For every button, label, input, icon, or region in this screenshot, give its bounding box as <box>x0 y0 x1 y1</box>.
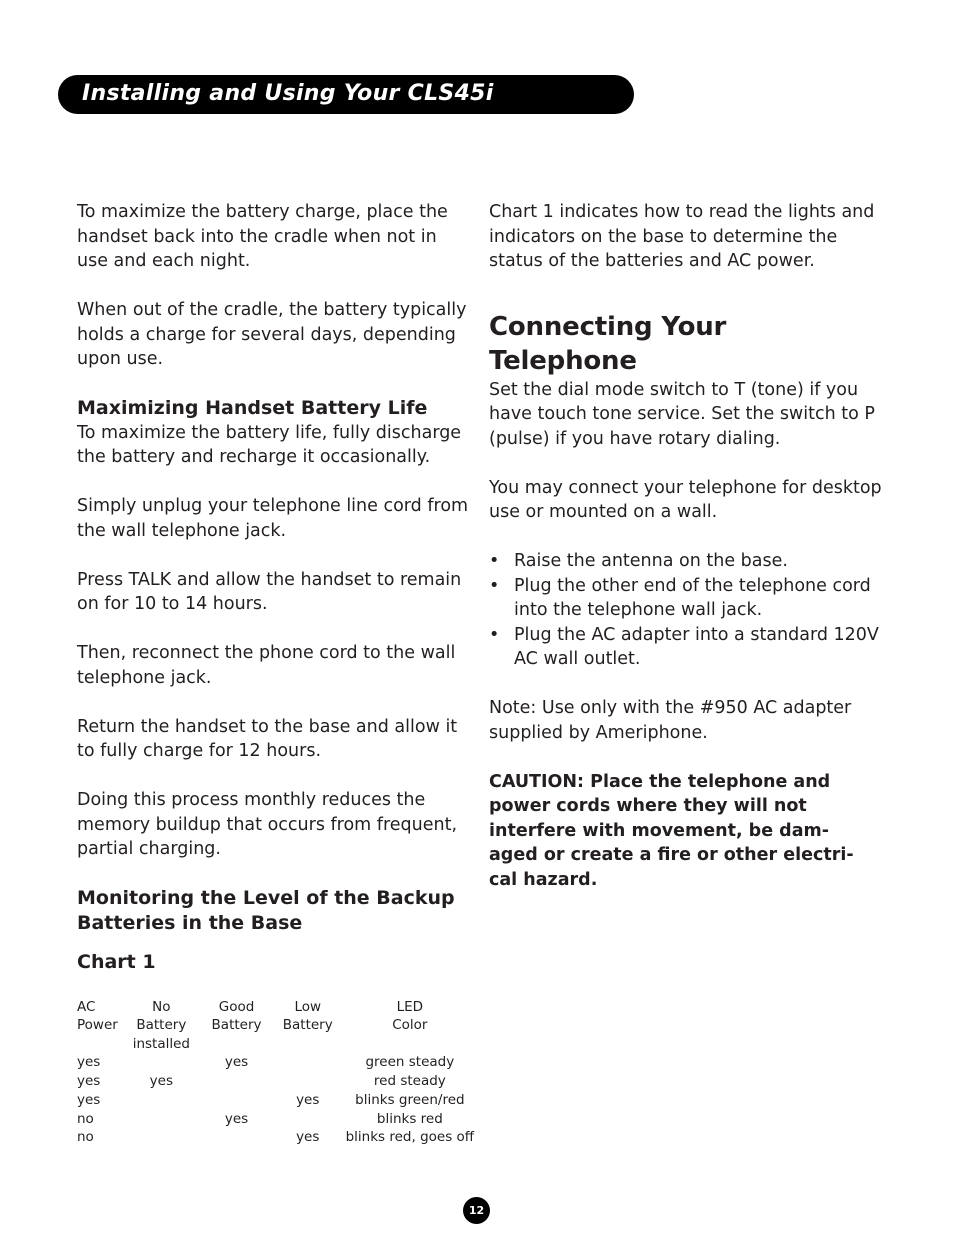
chart-header-no-battery: No Battery installed <box>132 999 190 1052</box>
cell <box>283 1110 333 1129</box>
paragraph: Return the handset to the base and allow it to fully charge for 12 hours. <box>77 716 458 761</box>
cell <box>132 1053 190 1072</box>
cell: yes <box>149 1073 174 1090</box>
cell: yes <box>296 1129 320 1146</box>
heading-connecting: Connecting Your Telephone <box>489 311 727 376</box>
chart-header-low-battery: Low Battery <box>282 999 333 1034</box>
list-item: • Raise the antenna on the base. <box>489 551 788 571</box>
paragraph: To maximize the battery charge, place the handset back into the cradle when not in use and each night. <box>77 202 448 271</box>
page-number: 12 <box>463 1197 490 1224</box>
cell: green steady <box>365 1054 455 1071</box>
cell: yes <box>296 1091 320 1108</box>
heading-monitoring: Monitoring the Level of the Backup Batteries in the Base <box>77 886 455 934</box>
cell <box>132 1110 190 1129</box>
cell: blinks green/red <box>355 1091 465 1108</box>
cell: yes <box>77 1054 101 1071</box>
cell <box>283 1053 333 1072</box>
cell: no <box>77 1110 94 1127</box>
table-row <box>77 1072 487 1091</box>
table-row <box>77 1110 487 1129</box>
cell: red steady <box>373 1073 446 1090</box>
cell <box>132 1091 190 1110</box>
cell: yes <box>77 1073 101 1090</box>
cell: yes <box>77 1091 101 1108</box>
section-title: Installing and Using Your CLS45i <box>82 81 494 106</box>
right-column <box>489 200 884 892</box>
chart-header-ac-power: AC Power <box>77 999 118 1034</box>
paragraph: Set the dial mode switch to T (tone) if you have touch tone service. Set the switch to P (pulse) if you have rotary dialing. <box>489 379 875 449</box>
paragraph: When out of the cradle, the battery typically holds a charge for several days, depending upon use. <box>77 300 467 369</box>
cell <box>283 1072 333 1091</box>
list-item: • Plug the other end of the telephone cord into the telephone wall jack. <box>489 575 871 620</box>
cell <box>132 1128 190 1147</box>
paragraph: Press TALK and allow the handset to remain on for 10 to 14 hours. <box>77 569 462 614</box>
caution-warning: CAUTION: Place the telephone and power cords where they will not interfere with movement, be dam- aged or create a fire or other electri- cal hazard. <box>489 771 854 890</box>
section-banner <box>58 75 634 114</box>
chart-header-good-battery: Good Battery <box>211 999 262 1034</box>
connection-steps-list <box>489 549 884 672</box>
battery-status-chart <box>77 998 487 1147</box>
cell: no <box>77 1129 94 1146</box>
left-column <box>77 200 472 975</box>
table-row <box>77 1053 487 1072</box>
cell: yes <box>224 1110 249 1127</box>
paragraph: You may connect your telephone for desktop use or mounted on a wall. <box>489 477 882 522</box>
table-row <box>77 1091 487 1110</box>
paragraph: To maximize the battery life, fully discharge the battery and recharge it occasionally. <box>77 422 462 467</box>
cell <box>190 1128 282 1147</box>
cell: blinks red <box>376 1110 443 1127</box>
table-row <box>77 1128 487 1147</box>
paragraph: Then, reconnect the phone cord to the wall telephone jack. <box>77 643 456 688</box>
note: Note: Use only with the #950 AC adapter supplied by Ameriphone. <box>489 698 852 743</box>
list-item: • Plug the AC adapter into a standard 120V AC wall outlet. <box>489 624 879 669</box>
cell: yes <box>224 1054 249 1071</box>
paragraph: Chart 1 indicates how to read the lights and indicators on the base to determine the status of the batteries and AC power. <box>489 202 875 271</box>
cell <box>190 1091 282 1110</box>
heading-chart: Chart 1 <box>77 950 156 973</box>
paragraph: Doing this process monthly reduces the memory buildup that occurs from frequent, partial charging. <box>77 790 458 859</box>
cell <box>190 1072 282 1091</box>
chart-header-led-color: LED Color <box>392 999 428 1034</box>
cell: blinks red, goes off <box>345 1129 475 1146</box>
heading-battery-life: Maximizing Handset Battery Life <box>77 396 428 419</box>
paragraph: Simply unplug your telephone line cord from the wall telephone jack. <box>77 496 469 541</box>
